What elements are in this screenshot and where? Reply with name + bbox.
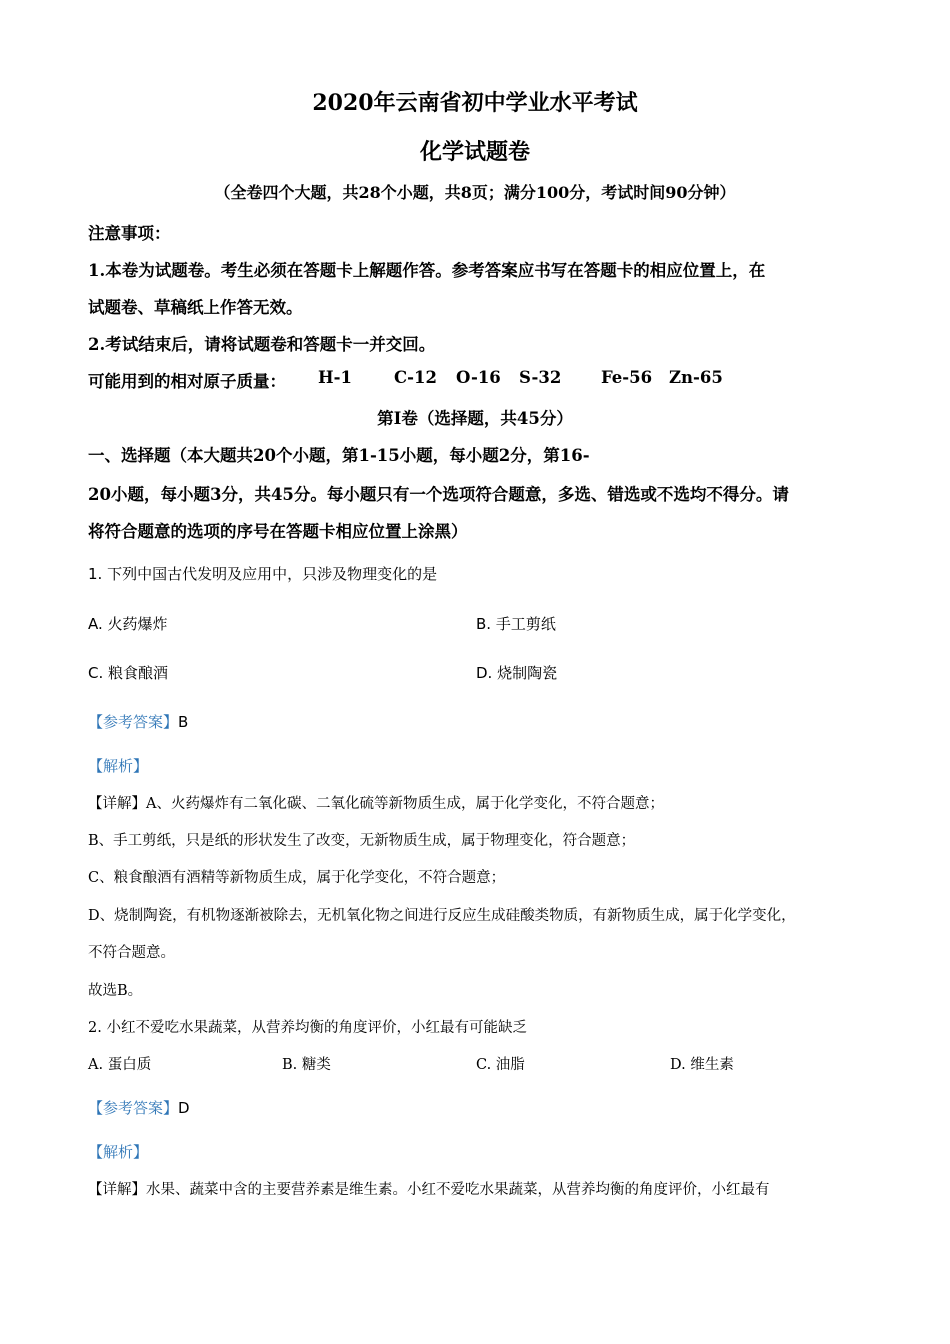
note-item-2: 2.考试结束后，请将试题卷和答题卡一并交回。 <box>88 335 436 354</box>
atomic-mass-s: S-32 <box>519 368 562 387</box>
part1-heading: 第Ⅰ卷（选择题，共45分） <box>377 409 573 428</box>
exam-info: （全卷四个大题，共28个小题，共8页；满分100分，考试时间90分钟） <box>214 183 736 202</box>
atomic-mass-fe: Fe-56 <box>601 368 653 387</box>
atomic-mass-label: 可能用到的相对原子质量： <box>88 372 286 391</box>
subject-title: 化学试题卷 <box>419 139 530 165</box>
q2-answer-label: 【参考答案】 <box>88 1099 179 1117</box>
section-instructions-line-3: 将符合题意的选项的序号在答题卡相应位置上涂黑） <box>88 522 468 541</box>
q2-option-d: D. 维生素 <box>670 1057 734 1073</box>
q2-answer <box>88 1097 190 1118</box>
section-instructions-line-1: 一、选择题（本大题共20个小题，第1-15小题，每小题2分，第16- <box>88 446 590 465</box>
q2-detail <box>88 1178 770 1199</box>
q1-answer-label: 【参考答案】 <box>88 713 179 731</box>
q1-detail-a <box>88 792 664 813</box>
q2-option-a: A. 蛋白质 <box>88 1057 152 1073</box>
q2-option-b: B. 糖类 <box>282 1057 331 1073</box>
q1-option-a: A. 火药爆炸 <box>88 615 168 633</box>
q2-answer-value: D <box>178 1099 190 1117</box>
q1-detail-a-text: A、火药爆炸有二氧化碳、二氧化硫等新物质生成，属于化学变化，不符合题意； <box>146 796 664 812</box>
q2-detail-text: 水果、蔬菜中含的主要营养素是维生素。小红不爱吃水果蔬菜，从营养均衡的角度评价，小红最有 <box>146 1182 770 1198</box>
q1-detail-b: B、手工剪纸，只是纸的形状发生了改变，无新物质生成，属于物理变化，符合题意； <box>88 833 636 849</box>
q1-detail-label: 【详解】 <box>88 796 146 812</box>
q1-option-b: B. 手工剪纸 <box>476 615 556 633</box>
q1-answer <box>88 711 188 732</box>
q1-analysis-label: 【解析】 <box>88 757 149 775</box>
section-instructions-line-2: 20小题，每小题3分，共45分。每小题只有一个选项符合题意，多选、错选或不选均不得分。请 <box>88 485 789 504</box>
atomic-mass-zn: Zn-65 <box>669 368 723 387</box>
q1-conclusion: 故选B。 <box>88 983 143 999</box>
q1-detail-d-line-1: D、烧制陶瓷，有机物逐渐被除去，无机氧化物之间进行反应生成硅酸类物质，有新物质生成，属于化学变化， <box>88 908 796 924</box>
q2-stem: 2. 小红不爱吃水果蔬菜，从营养均衡的角度评价，小红最有可能缺乏 <box>88 1020 527 1036</box>
q2-detail-label: 【详解】 <box>88 1182 146 1198</box>
q1-option-d: D. 烧制陶瓷 <box>476 664 558 682</box>
notes-heading: 注意事项： <box>88 224 171 243</box>
q2-analysis-label: 【解析】 <box>88 1143 149 1161</box>
exam-title: 2020年云南省初中学业水平考试 <box>312 90 638 116</box>
atomic-mass-o: O-16 <box>456 368 501 387</box>
q1-stem: 1. 下列中国古代发明及应用中，只涉及物理变化的是 <box>88 565 438 583</box>
note-item-1-line-2: 试题卷、草稿纸上作答无效。 <box>88 298 303 317</box>
q1-option-c: C. 粮食酿酒 <box>88 664 169 682</box>
atomic-mass-h: H-1 <box>318 368 352 387</box>
atomic-mass-c: C-12 <box>394 368 437 387</box>
q2-option-c: C. 油脂 <box>476 1057 525 1073</box>
note-item-1-line-1: 1.本卷为试题卷。考生必须在答题卡上解题作答。参考答案应书写在答题卡的相应位置上，在 <box>88 261 766 280</box>
q1-detail-d-line-2: 不符合题意。 <box>88 945 175 961</box>
q1-answer-value: B <box>178 713 189 731</box>
q1-detail-c: C、粮食酿酒有酒精等新物质生成，属于化学变化，不符合题意； <box>88 870 506 886</box>
